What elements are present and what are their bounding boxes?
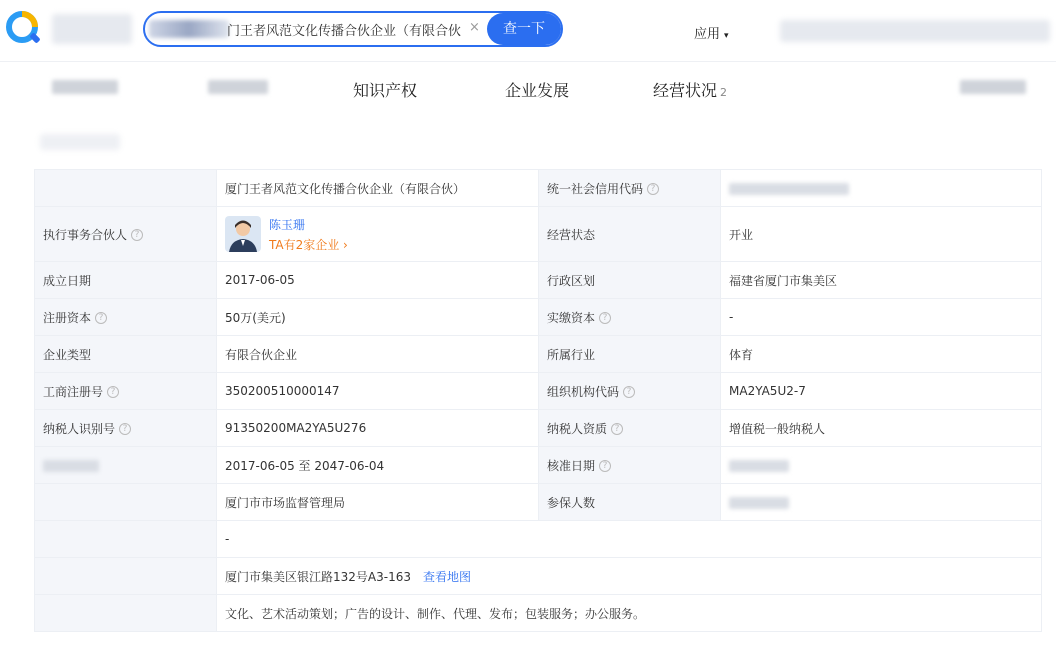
partner-name-link[interactable]: 陈玉珊 bbox=[269, 217, 306, 232]
taxpayer-qual-label bbox=[539, 410, 721, 447]
paid-capital-value: - bbox=[721, 299, 1042, 336]
app-logo-icon[interactable] bbox=[4, 9, 44, 49]
blurred-label-cell bbox=[35, 595, 217, 632]
taxpayer-id-label-text: 纳税人识别号 bbox=[43, 421, 116, 436]
org-code-label-text: 组织机构代码 bbox=[547, 384, 620, 399]
help-icon[interactable]: ? bbox=[599, 460, 611, 472]
status-value: 开业 bbox=[721, 207, 1042, 262]
blurred-value bbox=[729, 460, 789, 472]
paid-capital-label bbox=[539, 299, 721, 336]
reg-no-label bbox=[35, 373, 217, 410]
top-bar bbox=[0, 0, 1056, 62]
reg-no-label-text: 工商注册号 bbox=[43, 384, 104, 399]
avatar[interactable] bbox=[225, 216, 261, 252]
partner-label-text: 执行事务合伙人 bbox=[43, 227, 128, 242]
partner-text bbox=[269, 216, 348, 253]
taxpayer-id-value: 91350200MA2YA5U276 bbox=[217, 410, 539, 447]
industry-value: 体育 bbox=[721, 336, 1042, 373]
partner-label bbox=[35, 207, 217, 262]
taxpayer-qual-value: 增值税一般纳税人 bbox=[721, 410, 1042, 447]
partner-companies-link[interactable]: TA有2家企业 › bbox=[269, 237, 348, 252]
tab-development-label: 企业发展 bbox=[505, 81, 570, 100]
address-value: 厦门市集美区银江路132号A3-163 bbox=[225, 569, 411, 584]
company-name-value: 厦门王者风范文化传播合伙企业（有限合伙） bbox=[217, 170, 539, 207]
tab-operations[interactable] bbox=[653, 78, 727, 101]
taxpayer-id-label bbox=[35, 410, 217, 447]
help-icon[interactable]: ? bbox=[599, 312, 611, 324]
apps-menu[interactable] bbox=[694, 23, 729, 42]
blurred-value bbox=[729, 183, 849, 195]
search-input[interactable]: 门王者风范文化传播合伙企业（有限合伙 bbox=[227, 24, 462, 39]
founded-label: 成立日期 bbox=[35, 262, 217, 299]
blurred-value bbox=[729, 497, 789, 509]
table-row bbox=[35, 447, 1042, 484]
table-row bbox=[35, 410, 1042, 447]
reg-capital-value: 50万(美元) bbox=[217, 299, 539, 336]
reg-capital-label-text: 注册资本 bbox=[43, 310, 92, 325]
help-icon[interactable]: ? bbox=[131, 229, 143, 241]
help-icon[interactable]: ? bbox=[647, 183, 659, 195]
table-row bbox=[35, 299, 1042, 336]
tab-operations-label: 经营状况 bbox=[653, 81, 718, 100]
view-map-link[interactable]: 查看地图 bbox=[422, 569, 471, 584]
approve-date-label bbox=[539, 447, 721, 484]
blurred-label-cell bbox=[35, 521, 217, 558]
paid-capital-label-text: 实缴资本 bbox=[547, 310, 596, 325]
chevron-down-icon: ▾ bbox=[724, 31, 729, 41]
tab-ip[interactable] bbox=[353, 78, 417, 101]
authority-value: 厦门市市场监督管理局 bbox=[217, 484, 539, 521]
table-row bbox=[35, 170, 1042, 207]
scope-value: 文化、艺术活动策划；广告的设计、制作、代理、发布；包装服务；办公服务。 bbox=[217, 595, 1042, 632]
address-cell bbox=[217, 558, 1042, 595]
table-row bbox=[35, 262, 1042, 299]
table-row bbox=[35, 484, 1042, 521]
table-row bbox=[35, 558, 1042, 595]
help-icon[interactable]: ? bbox=[623, 386, 635, 398]
help-icon[interactable]: ? bbox=[119, 423, 131, 435]
business-info-table bbox=[34, 169, 1042, 632]
taxpayer-qual-label-text: 纳税人资质 bbox=[547, 421, 608, 436]
blurred-label-cell bbox=[35, 558, 217, 595]
term-value: 2017-06-05 至 2047-06-04 bbox=[217, 447, 539, 484]
org-code-value: MA2YA5U2-7 bbox=[721, 373, 1042, 410]
insured-value bbox=[721, 484, 1042, 521]
blurred-label-cell bbox=[35, 447, 217, 484]
approve-date-value bbox=[721, 447, 1042, 484]
credit-code-label bbox=[539, 170, 721, 207]
partner-info bbox=[225, 216, 530, 253]
table-row bbox=[35, 336, 1042, 373]
help-icon[interactable]: ? bbox=[107, 386, 119, 398]
blurred-search-prefix bbox=[149, 20, 229, 38]
blurred-section-title bbox=[40, 134, 120, 150]
blurred-tab[interactable] bbox=[960, 80, 1026, 94]
former-name-value: - bbox=[217, 521, 1042, 558]
table-row bbox=[35, 595, 1042, 632]
clear-icon[interactable]: × bbox=[469, 20, 480, 35]
org-code-label bbox=[539, 373, 721, 410]
industry-label: 所属行业 bbox=[539, 336, 721, 373]
help-icon[interactable]: ? bbox=[611, 423, 623, 435]
table-row bbox=[35, 207, 1042, 262]
tab-bar bbox=[0, 62, 1056, 116]
apps-menu-label: 应用 bbox=[694, 27, 721, 42]
search-button[interactable]: 查一下 bbox=[487, 13, 561, 45]
blurred-label-cell bbox=[35, 170, 217, 207]
tab-development[interactable] bbox=[505, 78, 569, 101]
approve-date-label-text: 核准日期 bbox=[547, 458, 596, 473]
reg-capital-label bbox=[35, 299, 217, 336]
blurred-region bbox=[52, 14, 132, 44]
region-label: 行政区划 bbox=[539, 262, 721, 299]
blurred-label bbox=[43, 460, 99, 472]
founded-value: 2017-06-05 bbox=[217, 262, 539, 299]
tab-ip-label: 知识产权 bbox=[353, 81, 418, 100]
table-row bbox=[35, 521, 1042, 558]
help-icon[interactable]: ? bbox=[95, 312, 107, 324]
blurred-label-cell bbox=[35, 484, 217, 521]
blurred-tab[interactable] bbox=[52, 80, 118, 94]
blurred-tab[interactable] bbox=[208, 80, 268, 94]
type-value: 有限合伙企业 bbox=[217, 336, 539, 373]
tab-count-badge: 2 bbox=[720, 86, 728, 99]
section-header bbox=[0, 116, 1056, 168]
type-label: 企业类型 bbox=[35, 336, 217, 373]
search-box[interactable] bbox=[143, 11, 563, 47]
partner-cell bbox=[217, 207, 539, 262]
insured-label: 参保人数 bbox=[539, 484, 721, 521]
blurred-user-area bbox=[780, 20, 1050, 42]
credit-code-value bbox=[721, 170, 1042, 207]
table-row bbox=[35, 373, 1042, 410]
credit-code-label-text: 统一社会信用代码 bbox=[547, 181, 644, 196]
status-label: 经营状态 bbox=[539, 207, 721, 262]
reg-no-value: 350200510000147 bbox=[217, 373, 539, 410]
region-value: 福建省厦门市集美区 bbox=[721, 262, 1042, 299]
person-icon bbox=[225, 216, 261, 252]
